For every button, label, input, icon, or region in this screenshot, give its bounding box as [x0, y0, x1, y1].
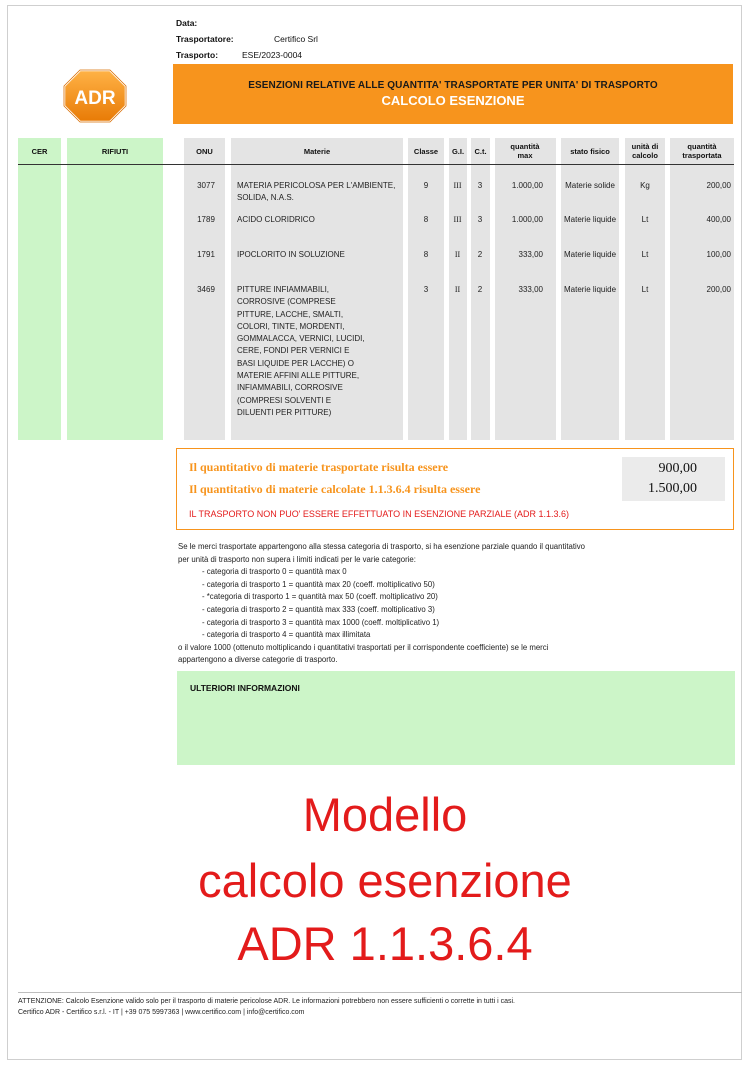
footer-contacts: Certifico ADR - Certifico s.r.l. - IT | +39 075 5997363 | www.certifico.com | info@certifico.com	[18, 1009, 305, 1016]
cell-materie: IPOCLORITO IN SOLUZIONE	[237, 250, 345, 259]
cell-qmax: 333,00	[518, 285, 543, 294]
cell-classe: 8	[423, 250, 429, 259]
logo-text: ADR	[74, 88, 116, 109]
header-qmax: quantità max	[510, 142, 540, 160]
cell-gi: III	[453, 181, 462, 190]
cell-stato: Materie liquide	[563, 215, 617, 224]
cell-unita: Kg	[640, 181, 650, 190]
watermark-line-1: Modello	[302, 788, 468, 841]
notes-section	[178, 541, 648, 667]
cell-ct: 2	[477, 250, 483, 259]
cell-materie: MATERIA PERICOLOSA PER L'AMBIENTE, SOLIDA, N.A.S.	[237, 181, 396, 203]
header-rifiuti: RIFIUTI	[101, 146, 129, 156]
header-materie: Materie	[303, 146, 331, 156]
result-calcolate-value: 1.500,00	[648, 481, 697, 496]
cell-ct: 3	[477, 215, 483, 224]
trasportatore-label: Trasportatore:	[176, 34, 234, 44]
cell-qtrasp: 200,00	[706, 181, 731, 190]
cell-qmax: 333,00	[518, 250, 543, 259]
banner-subtitle: ESENZIONI RELATIVE ALLE QUANTITA' TRASPORTATE PER UNITA' DI TRASPORTO	[248, 80, 658, 91]
notes-item: - categoria di trasporto 1 = quantità max 20 (coeff. moltiplicativo 50)	[202, 579, 435, 589]
cell-qmax: 1.000,00	[511, 215, 543, 224]
notes-intro-1: Se le merci trasportate appartengono alla stessa categoria di trasporto, si ha esenzione parziale quando il quantitativo	[178, 542, 585, 551]
header-ct: C.t.	[474, 146, 487, 156]
cell-qmax: 1.000,00	[511, 181, 543, 190]
notes-item: - *categoria di trasporto 1 = quantità max 50 (coeff. moltiplicativo 20)	[202, 592, 438, 602]
header-trasportatore	[176, 34, 318, 45]
cell-unita: Lt	[641, 250, 649, 259]
cell-qtrasp: 200,00	[706, 285, 731, 294]
result-calcolate-label: Il quantitativo di materie calcolate 1.1.3.6.4 risulta essere	[189, 482, 481, 496]
footer-disclaimer: ATTENZIONE: Calcolo Esenzione valido solo per il trasporto di materie pericolose ADR. Le informazioni potrebbero non essere sufficienti o corrette in tutti i casi.	[18, 998, 515, 1005]
cell-gi: II	[454, 285, 461, 294]
notes-item: - categoria di trasporto 4 = quantità max illimitata	[202, 630, 371, 640]
cell-stato: Materie solide	[565, 181, 615, 190]
result-box	[176, 448, 734, 530]
column-cer	[18, 138, 61, 440]
cell-stato: Materie liquide	[563, 250, 617, 259]
header-data	[176, 18, 246, 29]
cell-unita: Lt	[641, 215, 649, 224]
notes-outro-1: o il valore 1000 (ottenuto moltiplicando i quantitativi trasportati per il corrispondente coefficiente) se le merci	[178, 642, 549, 652]
cell-onu: 3077	[197, 181, 215, 190]
cell-materie: ACIDO CLORIDRICO	[237, 215, 315, 224]
cell-onu: 1789	[197, 215, 215, 224]
header-gi: G.I.	[451, 146, 465, 156]
watermark-line-3: ADR 1.1.3.6.4	[237, 917, 533, 970]
column-rifiuti	[67, 138, 163, 440]
cell-onu: 1791	[197, 250, 215, 259]
cell-ct: 2	[477, 285, 483, 294]
result-trasportate-label: Il quantitativo di materie trasportate risulta essere	[189, 460, 449, 474]
notes-intro-2: per unità di trasporto non supera i limiti indicati per le varie categorie:	[178, 554, 416, 564]
title-banner	[173, 64, 733, 124]
result-verdict: IL TRASPORTO NON PUO' ESSERE EFFETTUATO IN ESENZIONE PARZIALE (ADR 1.1.3.6)	[189, 509, 569, 519]
notes-item: - categoria di trasporto 2 = quantità max 333 (coeff. moltiplicativo 3)	[202, 604, 435, 614]
header-qtrasp: quantità trasportata	[682, 142, 722, 160]
notes-item: - categoria di trasporto 0 = quantità max 0	[202, 567, 347, 577]
cell-classe: 9	[423, 181, 429, 190]
cell-unita: Lt	[641, 285, 649, 294]
result-values-box	[622, 457, 725, 501]
cell-classe: 3	[423, 285, 429, 294]
data-label: Data:	[176, 18, 198, 28]
header-onu: ONU	[196, 146, 213, 156]
result-trasportate-value: 900,00	[658, 461, 697, 476]
header-cer: CER	[31, 146, 48, 156]
cell-qtrasp: 100,00	[706, 250, 731, 259]
header-unita: unità di calcolo	[631, 142, 659, 160]
cell-classe: 8	[423, 215, 429, 224]
trasporto-value: ESE/2023-0004	[242, 50, 303, 60]
cell-stato: Materie liquide	[563, 285, 617, 294]
header-trasporto	[176, 50, 302, 61]
header-stato: stato fisico	[570, 146, 610, 156]
watermark-line-2: calcolo esenzione	[198, 854, 572, 907]
adr-logo-icon	[62, 68, 128, 124]
trasportatore-value: Certifico Srl	[274, 34, 318, 44]
cell-onu: 3469	[197, 285, 215, 294]
table-header-divider	[18, 164, 734, 165]
notes-outro-2: appartengono a diverse categorie di trasporto.	[178, 655, 338, 665]
ulteriori-informazioni-box	[177, 671, 735, 765]
trasporto-label: Trasporto:	[176, 50, 219, 60]
banner-title: CALCOLO ESENZIONE	[381, 93, 525, 108]
cell-ct: 3	[477, 181, 483, 190]
header-classe: Classe	[413, 146, 439, 156]
cell-gi: II	[454, 250, 461, 259]
footer-divider	[18, 992, 742, 993]
cell-materie: PITTURE INFIAMMABILI, CORROSIVE (COMPRESE PITTURE, LACCHE, SMALTI, COLORI, TINTE, MORDENTI, GOMMALACCA, VERNICI, LUCIDI, CERE, FONDI PER VERNICI E BASI LIQUIDE PER LACCHE) O MATERIE AFFINI ALLE PITTURE, INFIAMMABILI, CORROSIVE (COMPRESI SOLVENTI E DILUENTI PER PITTURE)	[237, 285, 365, 417]
cell-gi: III	[453, 215, 462, 224]
notes-item: - categoria di trasporto 3 = quantità max 1000 (coeff. moltiplicativo 1)	[202, 617, 440, 627]
ulteriori-informazioni-title: ULTERIORI INFORMAZIONI	[190, 683, 300, 693]
footer	[18, 996, 515, 1018]
cell-qtrasp: 400,00	[706, 215, 731, 224]
